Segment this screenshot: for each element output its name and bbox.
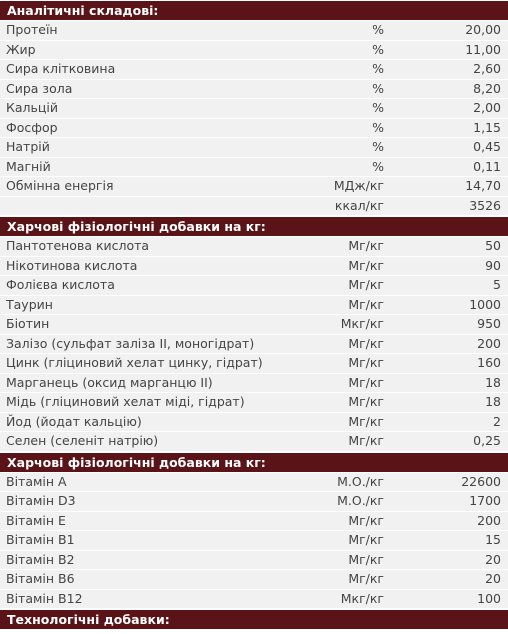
- nutrient-name: Залізо (сульфат заліза II, моногідрат): [6, 335, 255, 351]
- section-header: Харчові фізіологічні добавки на кг:: [0, 452, 508, 473]
- nutrient-unit: М.О./кг: [337, 493, 384, 508]
- nutrient-name: Вітамін A: [6, 473, 67, 489]
- table-row: [0, 257, 508, 277]
- nutrient-value: 0,25: [473, 433, 501, 448]
- nutrient-unit: Мг/кг: [348, 257, 384, 273]
- nutrient-name: Вітамін D3: [6, 493, 76, 508]
- section-header: Харчові фізіологічні добавки на кг:: [0, 216, 508, 237]
- nutrient-value: 2,60: [473, 61, 501, 76]
- nutrient-value: 15: [485, 532, 501, 547]
- nutrient-unit: Мг/кг: [348, 433, 384, 448]
- nutrient-unit: Мг/кг: [348, 238, 384, 253]
- nutrient-unit: Мг/кг: [348, 571, 384, 586]
- nutrient-name: Таурин: [6, 296, 53, 312]
- nutrient-value: 90: [485, 257, 501, 273]
- nutrient-name: Кальцій: [6, 100, 58, 115]
- nutrient-unit: Мг/кг: [348, 512, 384, 528]
- nutrient-unit: Мг/кг: [348, 277, 384, 292]
- nutrient-name: Мідь (гліциновий хелат міді, гідрат): [6, 394, 245, 409]
- nutrient-value: 3526: [469, 197, 501, 213]
- nutrient-unit: Мг/кг: [348, 551, 384, 567]
- nutrient-name: Вітамін B12: [6, 590, 83, 606]
- section-analytical: [0, 0, 508, 216]
- nutrient-value: 8,20: [473, 80, 501, 96]
- table-row: [0, 237, 508, 257]
- section-header: Аналітичні складові:: [0, 0, 508, 21]
- nutrient-value: 160: [477, 355, 501, 370]
- nutrient-unit: %: [372, 22, 384, 37]
- table-row: [0, 335, 508, 355]
- nutrient-value: 11,00: [465, 41, 501, 57]
- table-row: [0, 354, 508, 374]
- section-header: Технологічні добавки:: [0, 609, 508, 630]
- nutrient-name: Вітамін B1: [6, 532, 75, 547]
- nutrient-unit: Мг/кг: [348, 532, 384, 547]
- nutrient-name: Натрій: [6, 139, 50, 154]
- table-row: [0, 80, 508, 100]
- table-row: [0, 21, 508, 41]
- nutrient-unit: Мг/кг: [348, 335, 384, 351]
- table-row: [0, 296, 508, 316]
- nutrient-name: Біотин: [6, 316, 50, 331]
- nutrient-name: Протеїн: [6, 22, 58, 37]
- nutrient-unit: Мг/кг: [348, 394, 384, 409]
- nutrient-value: 0,11: [473, 158, 501, 174]
- table-row: [0, 60, 508, 80]
- nutrient-name: Пантотенова кислота: [6, 238, 150, 253]
- table-row: [0, 158, 508, 178]
- nutrient-name: Марганець (оксид марганцю II): [6, 374, 213, 390]
- table-row: [0, 413, 508, 433]
- table-row: [0, 315, 508, 335]
- nutrient-value: 18: [485, 374, 501, 390]
- section-technological-additives: [0, 609, 508, 630]
- nutrient-value: 1,15: [473, 119, 501, 135]
- nutrient-name: Фолієва кислота: [6, 277, 115, 292]
- nutrient-name: Сира зола: [6, 80, 73, 96]
- nutrient-name: Цинк (гліциновий хелат цинку, гідрат): [6, 355, 263, 370]
- table-row: [0, 590, 508, 610]
- table-row: [0, 393, 508, 413]
- nutrient-value: 100: [477, 590, 501, 606]
- nutrient-value: 2: [493, 413, 501, 429]
- nutrient-value: 22600: [461, 473, 501, 489]
- table-row: [0, 374, 508, 394]
- section-physiological-additives: [0, 216, 508, 452]
- table-row: [0, 492, 508, 512]
- nutrient-value: 20: [485, 571, 501, 586]
- nutrient-name: Вітамін B2: [6, 551, 75, 567]
- table-row: [0, 99, 508, 119]
- nutrient-name: Селен (селеніт натрію): [6, 433, 159, 448]
- nutrient-name: Вітамін E: [6, 512, 66, 528]
- nutrient-unit: %: [372, 61, 384, 76]
- nutrient-unit: %: [372, 41, 384, 57]
- nutrient-unit: %: [372, 119, 384, 135]
- nutrient-unit: Мг/кг: [348, 296, 384, 312]
- nutrient-value: 1000: [469, 296, 501, 312]
- nutrient-unit: М.О./кг: [337, 473, 384, 489]
- nutrient-unit: %: [372, 139, 384, 154]
- table-row: [0, 432, 508, 452]
- table-row: [0, 41, 508, 61]
- nutrient-name: Нікотинова кислота: [6, 257, 138, 273]
- nutrient-value: 200: [477, 335, 501, 351]
- section-vitamins: [0, 452, 508, 610]
- nutrient-value: 18: [485, 394, 501, 409]
- nutrient-name: [0, 197, 306, 216]
- table-row: [0, 119, 508, 139]
- nutrient-value: 20,00: [465, 22, 501, 37]
- nutrient-value: 0,45: [473, 139, 501, 154]
- nutrient-unit: %: [372, 100, 384, 115]
- nutrient-unit: Мг/кг: [348, 374, 384, 390]
- nutrient-value: 2,00: [473, 100, 501, 115]
- nutrient-name: Жир: [6, 41, 36, 57]
- nutrient-unit: %: [372, 80, 384, 96]
- nutrient-name: Обмінна енергія: [6, 178, 114, 193]
- table-row: [0, 138, 508, 158]
- nutrient-value: 1700: [469, 493, 501, 508]
- table-row: [0, 177, 508, 197]
- nutrient-value: 200: [477, 512, 501, 528]
- table-row: [0, 473, 508, 493]
- nutrient-unit: Мкг/кг: [340, 590, 384, 606]
- nutrient-name: Магній: [6, 158, 51, 174]
- nutrient-name: Вітамін B6: [6, 571, 75, 586]
- table-row: [0, 531, 508, 551]
- table-row: [0, 197, 508, 217]
- nutrient-value: 14,70: [465, 178, 501, 193]
- nutrient-name: Фосфор: [6, 119, 58, 135]
- nutrient-name: Сира клітковина: [6, 61, 116, 76]
- nutrient-value: 20: [485, 551, 501, 567]
- nutrient-unit: Мг/кг: [348, 355, 384, 370]
- table-row: [0, 551, 508, 571]
- nutrient-unit: ккал/кг: [334, 197, 384, 213]
- nutrient-unit: Мг/кг: [348, 413, 384, 429]
- nutrient-name: Йод (йодат кальцію): [6, 413, 142, 429]
- nutrient-value: 50: [485, 238, 501, 253]
- nutrient-unit: МДж/кг: [333, 178, 384, 193]
- table-row: [0, 570, 508, 590]
- nutrient-value: 950: [477, 316, 501, 331]
- table-row: [0, 276, 508, 296]
- nutrient-value: 5: [493, 277, 501, 292]
- nutrient-unit: Мкг/кг: [340, 316, 384, 331]
- table-row: [0, 512, 508, 532]
- nutrient-unit: %: [372, 158, 384, 174]
